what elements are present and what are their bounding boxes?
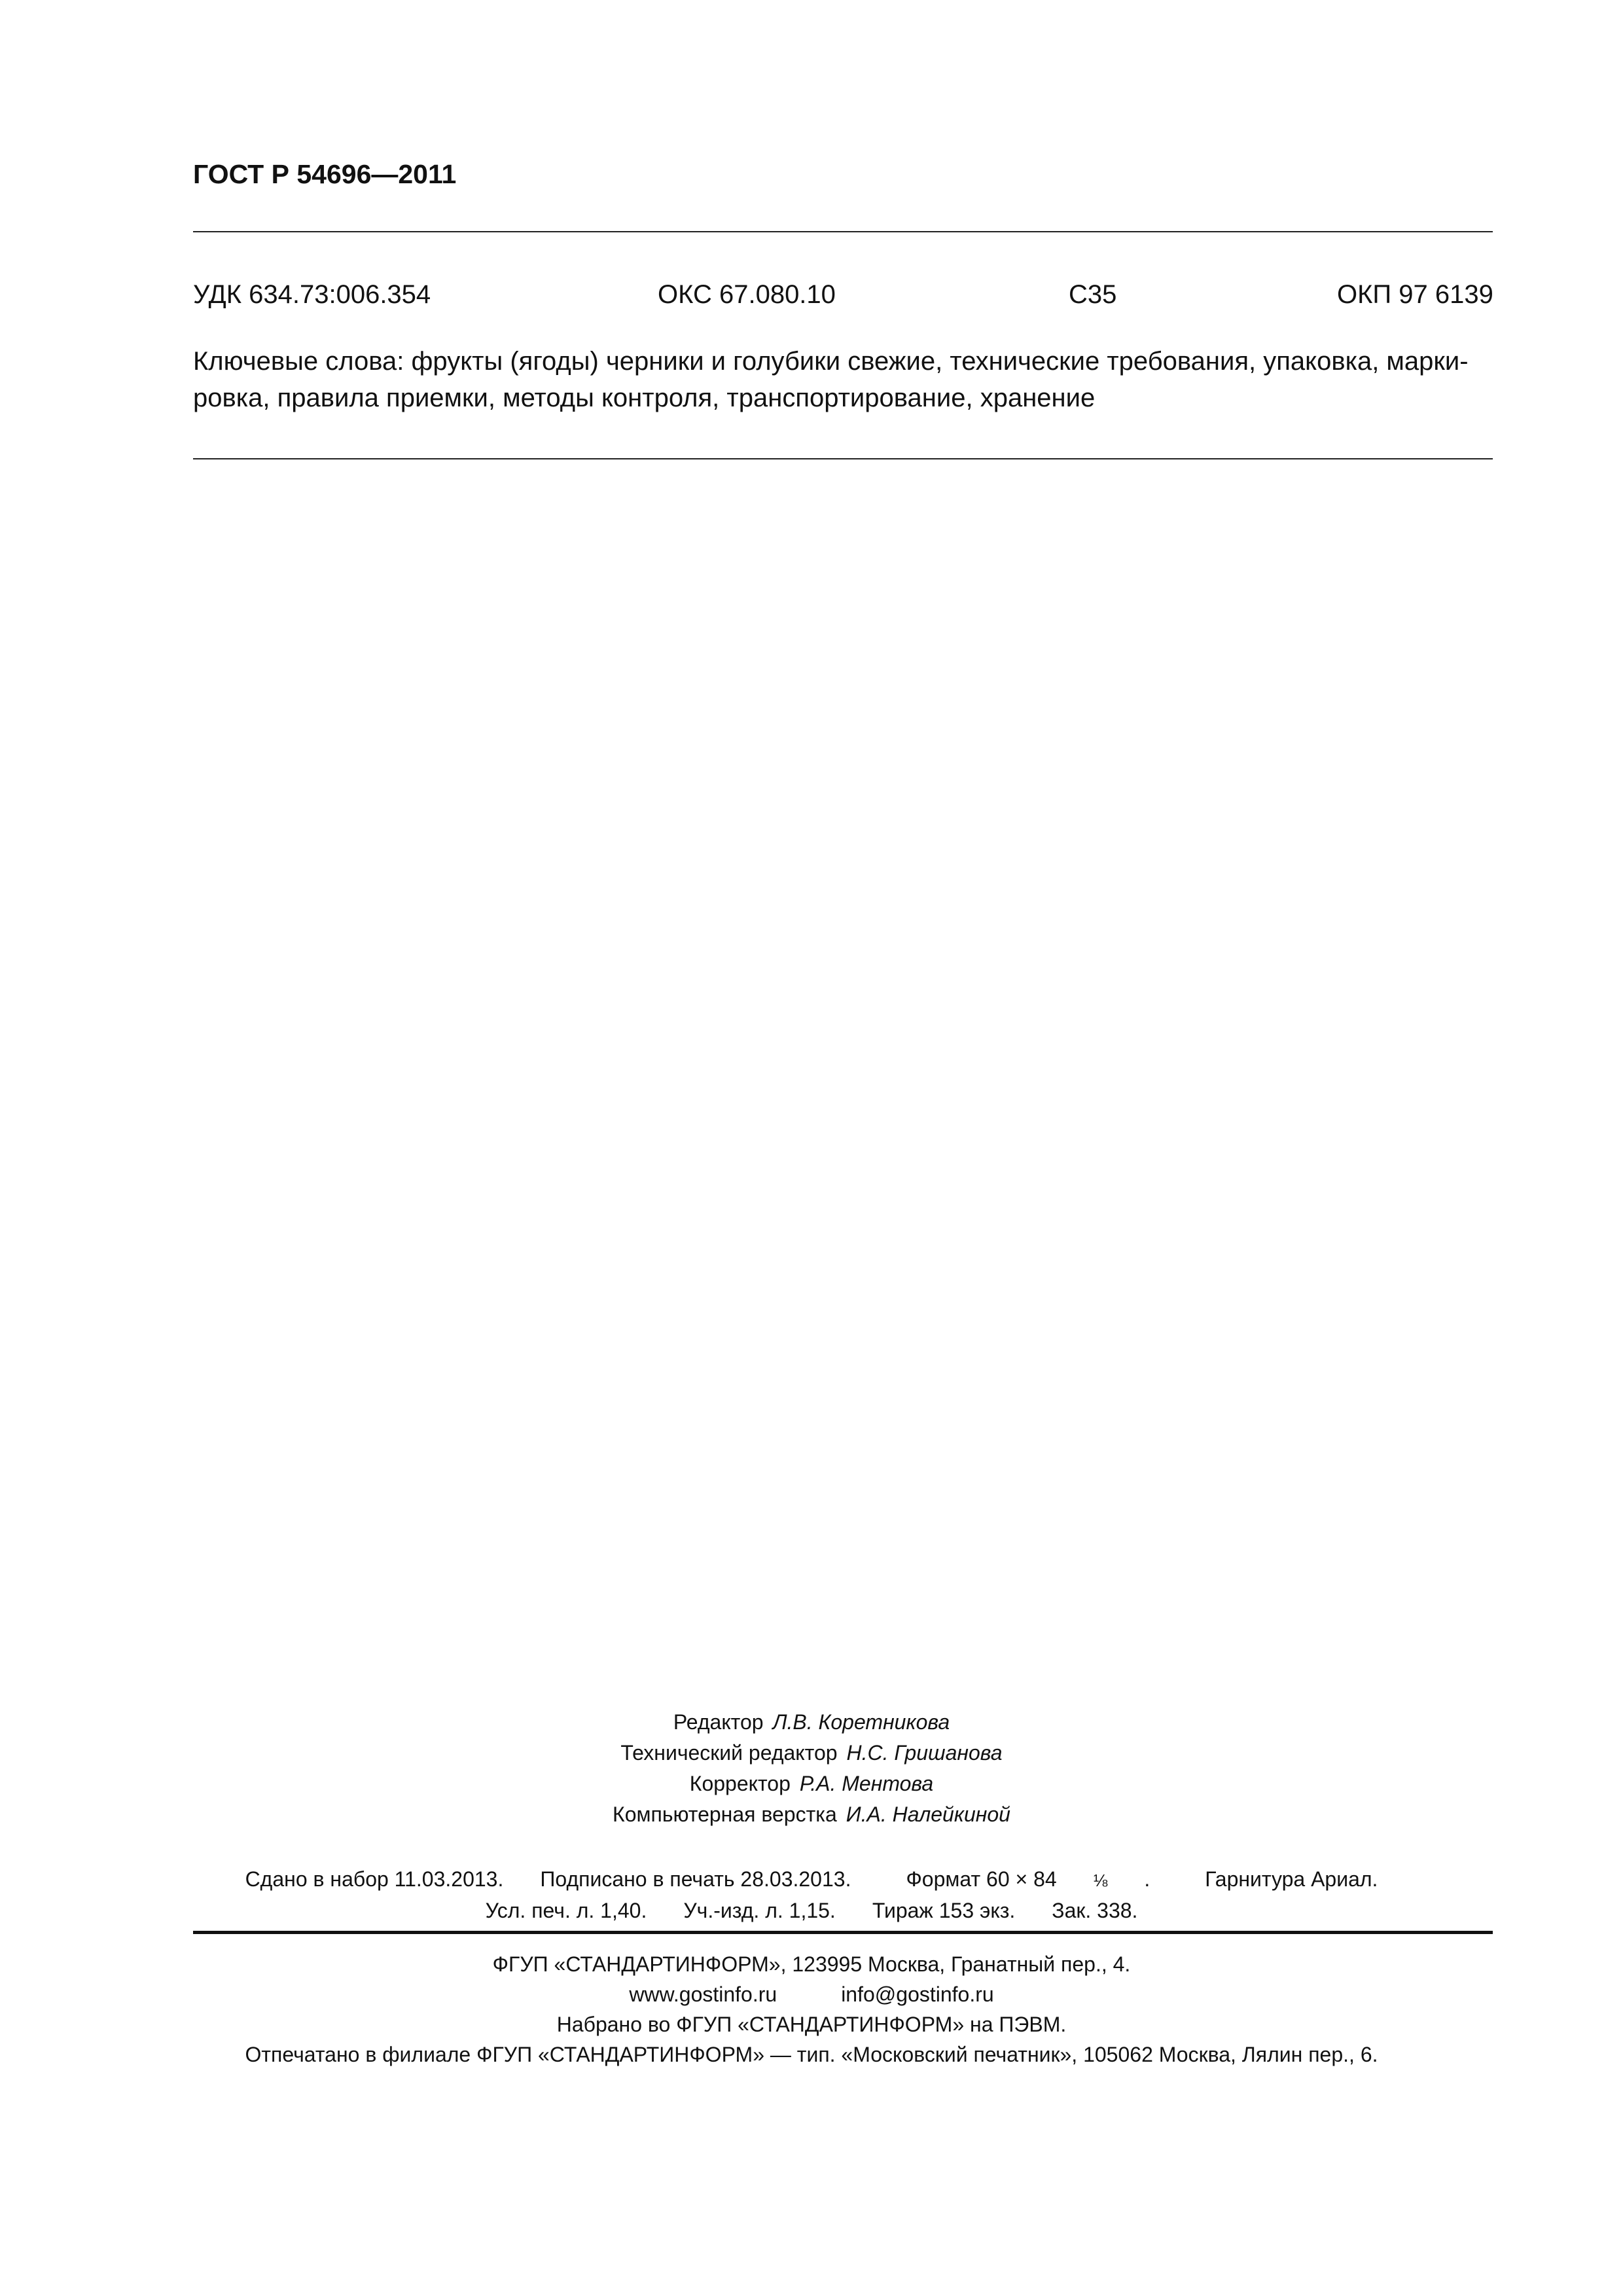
credit-role: Редактор xyxy=(673,1710,764,1734)
credit-role: Компьютерная верстка xyxy=(613,1803,837,1826)
header-divider xyxy=(193,231,1493,232)
print-info-line xyxy=(0,1864,1623,1895)
typeset-note: Набрано во ФГУП «СТАНДАРТИНФОРМ» на ПЭВМ. xyxy=(556,2013,1067,2036)
credit-name: И.А. Налейкиной xyxy=(846,1803,1010,1826)
credit-name: Л.В. Коретникова xyxy=(772,1710,950,1734)
credit-role: Технический редактор xyxy=(620,1741,838,1765)
document-title: ГОСТ Р 54696—2011 xyxy=(193,159,457,189)
credit-editor xyxy=(0,1707,1623,1738)
credit-name: Н.С. Гришанова xyxy=(846,1741,1003,1765)
print-sheets: Усл. печ. л. 1,40. xyxy=(485,1899,647,1922)
keywords-divider xyxy=(193,458,1493,459)
publisher-contacts xyxy=(0,1979,1623,2009)
credit-layout xyxy=(0,1799,1623,1830)
okp-code: ОКП 97 6139 xyxy=(1337,280,1493,309)
oks-code: ОКС 67.080.10 xyxy=(658,280,836,309)
submitted-date: Сдано в набор 11.03.2013. xyxy=(245,1867,504,1891)
circulation: Тираж 153 экз. xyxy=(872,1899,1016,1922)
print-info-line xyxy=(0,1895,1623,1926)
credit-name: Р.А. Ментова xyxy=(799,1772,934,1795)
format-fraction: ⅛ xyxy=(1093,1871,1108,1890)
printed-note: Отпечатано в филиале ФГУП «СТАНДАРТИНФОРМ» — тип. «Московский печатник», 105062 Москва, Лялин пер., 6. xyxy=(245,2043,1378,2066)
order-number: Зак. 338. xyxy=(1052,1899,1138,1922)
keywords-line: ровка, правила приемки, методы контроля, транспортирование, хранение xyxy=(193,384,1096,412)
publisher-website: www.gostinfo.ru xyxy=(629,1982,777,2006)
pub-sheets: Уч.-изд. л. 1,15. xyxy=(683,1899,836,1922)
keywords-paragraph xyxy=(193,343,1493,416)
format-prefix: Формат 60 × 84 xyxy=(906,1867,1057,1891)
signed-date: Подписано в печать 28.03.2013. xyxy=(540,1867,851,1891)
credit-role: Корректор xyxy=(689,1772,791,1795)
credits-block xyxy=(0,1707,1623,1830)
publisher-address: ФГУП «СТАНДАРТИНФОРМ», 123995 Москва, Гранатный пер., 4. xyxy=(492,1952,1131,1976)
format-info xyxy=(887,1864,1168,1895)
publisher-block xyxy=(0,1949,1623,2070)
group-code: С35 xyxy=(1069,280,1117,309)
typeface-info: Гарнитура Ариал. xyxy=(1205,1867,1378,1891)
keywords-line: Ключевые слова: фрукты (ягоды) черники и голубики свежие, технические требования, упаковка, марки- xyxy=(193,347,1469,376)
format-suffix: . xyxy=(1144,1867,1150,1891)
udk-code: УДК 634.73:006.354 xyxy=(193,280,431,309)
imprint-divider xyxy=(193,1931,1493,1934)
credit-tech-editor xyxy=(0,1738,1623,1768)
credit-proofreader xyxy=(0,1768,1623,1799)
publisher-email: info@gostinfo.ru xyxy=(841,1982,994,2006)
print-info-block xyxy=(0,1864,1623,1926)
